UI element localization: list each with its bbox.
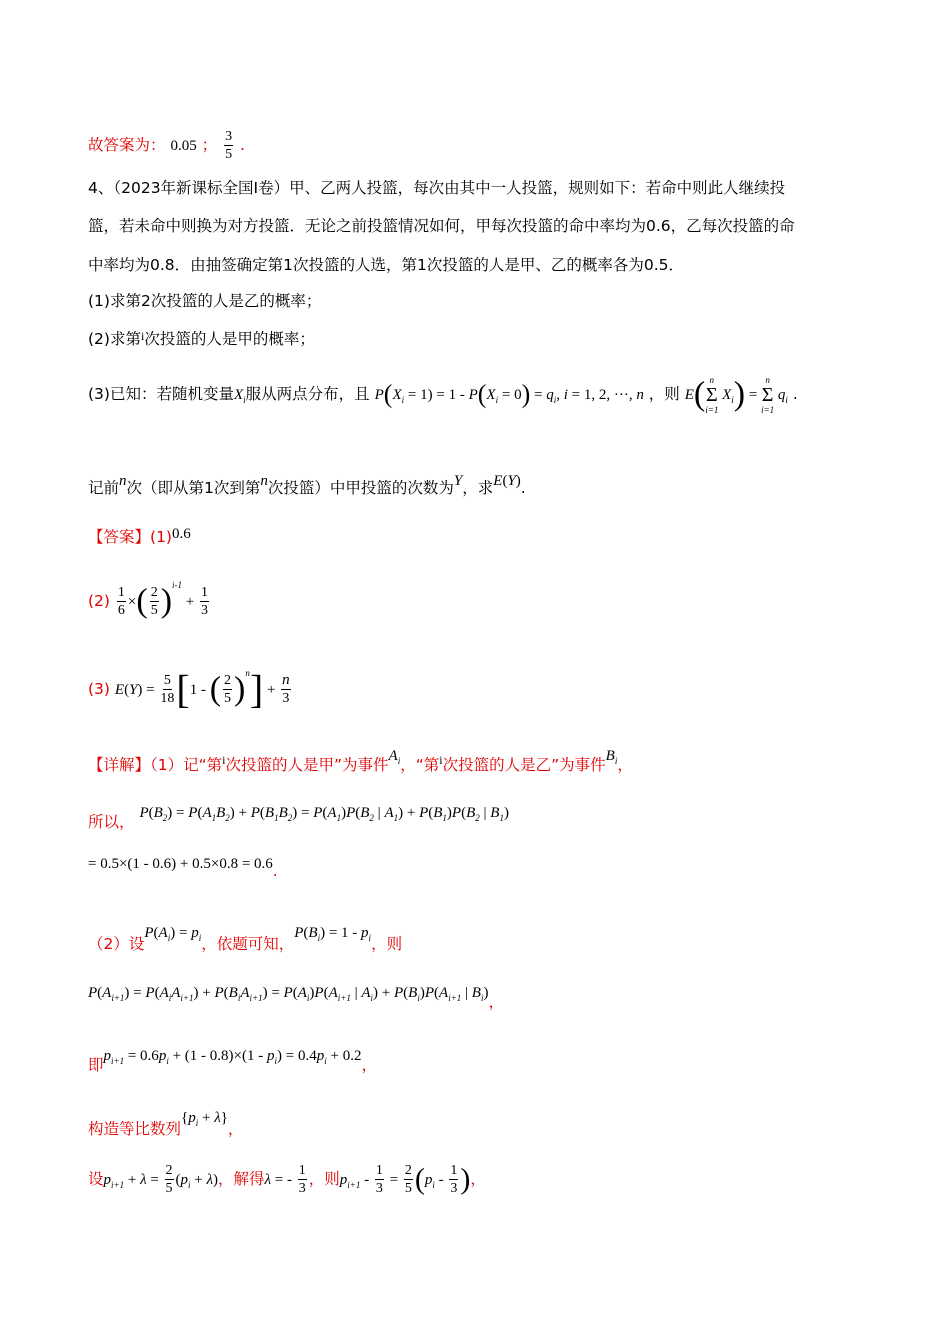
problem-line-2: 篮，若未命中则换为对方投篮．无论之前投篮情况如何，甲每次投篮的命中率均为0.6，乙每次投篮的命 — [88, 217, 795, 235]
detail-calc: = 0.5×(1 - 0.6) + 0.5×0.8 = 0.6. — [88, 856, 278, 880]
intro-sep: ； — [201, 136, 218, 154]
detail-label: 【详解】 — [88, 756, 151, 774]
q3-formula: P — [374, 387, 384, 403]
intro-line — [88, 128, 245, 163]
detail-set: 设$p_{i+1} + \lambda$ = $\frac{2}{5}$ $(p_i + \lambda)$，解得λ = - $\frac{1}{3}$ ，则$p_{i+1}$ - $\frac{1}{3}$ = $\frac{2}{5}$ ($p_i$ - $\frac{1}{3}$ )， — [88, 1162, 486, 1196]
detail-construct: 构造等比数列$\{p_i + \lambda\}$， — [88, 1110, 244, 1138]
problem-line-1: 4、（2023年新课标全国Ⅰ卷）甲、乙两人投篮，每次由其中一人投篮，规则如下：若命中则此人继续投 — [88, 179, 786, 197]
answer-label: 【答案】 — [88, 528, 151, 546]
detail-p1: 【详解】（1）记“第$^i$次投篮的人是甲”为事件$A_i$，“第$^i$次投篮的人是乙”为事件$B_i$， — [88, 748, 633, 774]
intro-fraction: $\frac{3}{5}$ — [225, 129, 233, 162]
detail-so: 所以， $P(B_2) = P(A_1B_2) + P(B_1B_2) = P(A_1)P(B_2$ | $A_1) + P(B_1)P(B_2$ | $B_1$) — [88, 805, 509, 831]
problem-line-3: 中率均为0.8．由抽签确定第1次投篮的人选，第1次投篮的人是甲、乙的概率各为0.5． — [88, 256, 685, 274]
question-2: (2)求第$^i$次投篮的人是甲的概率； — [88, 329, 315, 348]
detail-p2: （2）设$P(A_i) = p_i$，依题可知，$P(B_i) = 1 - p_i$，则 — [88, 925, 403, 953]
answer-2: (2) $\frac{1}{6}$ ×( $\frac{2}{5}$ )$^{i-1}$ + $\frac{1}{3}$ — [88, 580, 208, 620]
answer-1: 【答案】(1)0.6 — [88, 526, 191, 546]
answer-3: (3) E(Y) = $\frac{5}{18}$ [1 - ( $\frac{2}{5}$ )$^n$] + $\frac{n}{3}$ — [88, 666, 290, 712]
question-3: (3)已知：若随机变量$X_i$服从两点分布，且 $P(X_i = 1) = 1 - P(X_i = 0) = q_i$, i = 1, 2, ···, n ，则 E( n Σ i=1 $X_i$) = n Σ i=1 $q_i$ . — [88, 374, 798, 415]
question-1: (1)求第2次投篮的人是乙的概率； — [88, 292, 322, 310]
intro-label: 故答案为： — [88, 136, 166, 154]
intro-value-1: 0.05 — [170, 138, 197, 154]
question-3-cont: 记前n次（即从第1次到第n次投篮）中甲投篮的次数为Y，求E(Y). — [88, 473, 526, 497]
answer-1-value: 0.6 — [171, 526, 191, 542]
detail-recurrence: $P(A_{i+1}) = P(A_iA_{i+1}) + P(B_iA_{i+1}) = P(A_i)P(A_{i+1}$ | $A_i) + P(B_i)P(A_{i+1}$ | $B_i$)， — [88, 985, 504, 1011]
intro-end: . — [240, 136, 245, 154]
detail-ji: 即$p_{i+1} = 0.6p_i + (1 - 0.8)\times(1 - p_i) = 0.4p_i + 0.2$， — [88, 1048, 377, 1074]
